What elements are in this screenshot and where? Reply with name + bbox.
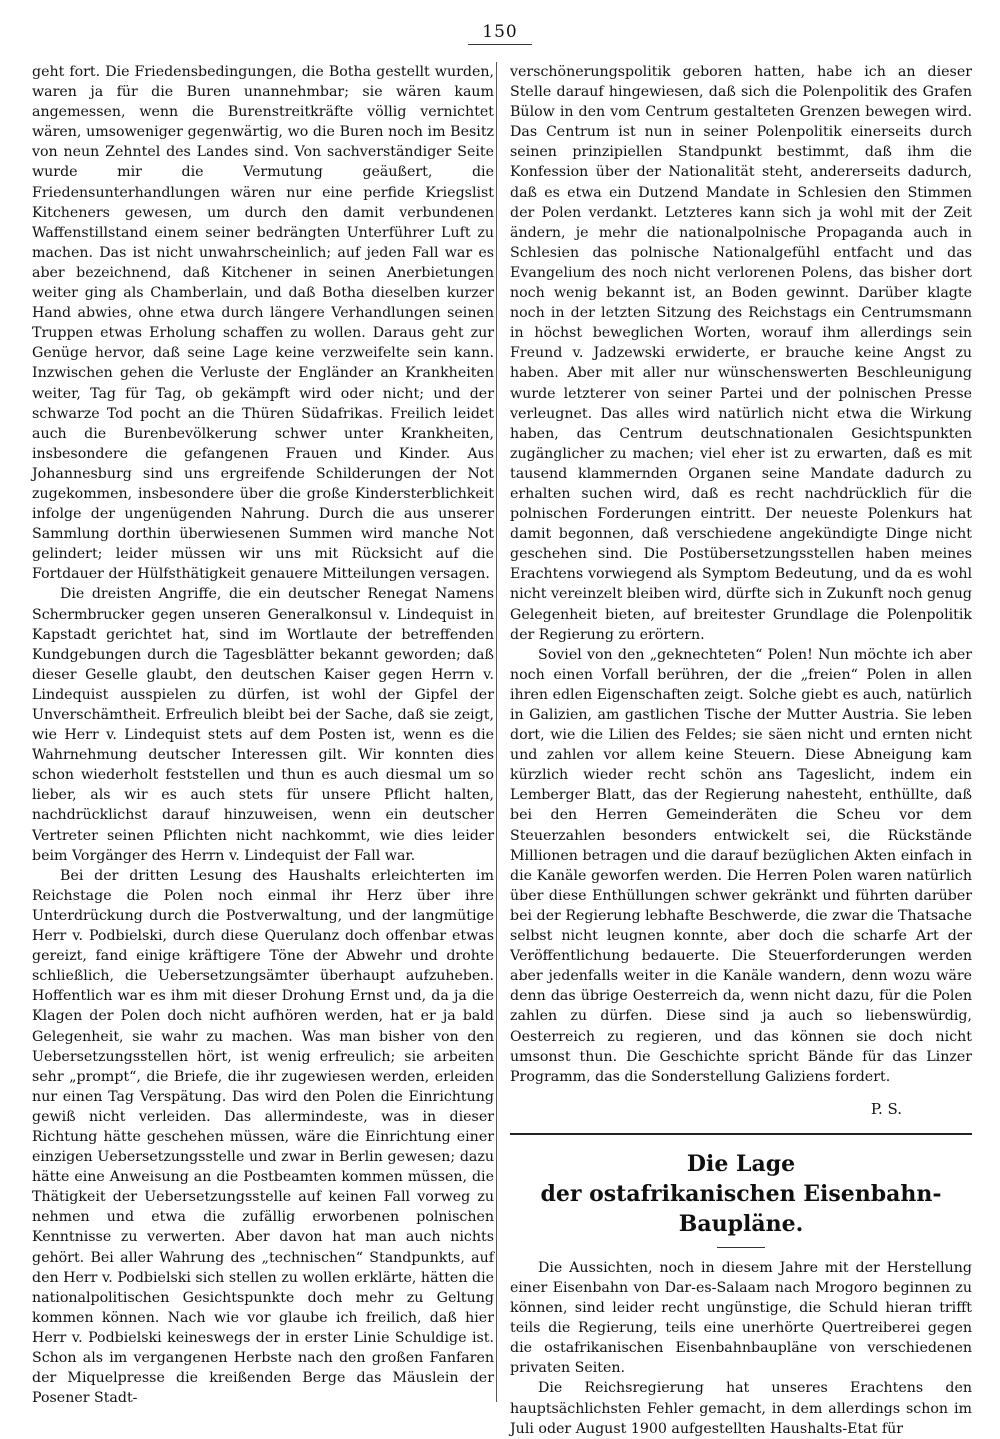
left-paragraph-1: geht fort. Die Friedensbedingungen, die Botha gestellt wurden, waren ja für die Buren unannehmbar; sie wären kaum angemessen, wenn die Burenstreitkräfte völlig vernichtet wären, umsoweniger gegenwärtig, wo die Buren noch im Besitz von neun Zehntel des Landes sind. Von sachverständiger Seite wurde mir die Vermutung geäußert, die Friedensunterhandlungen wären nur eine perfide Kriegslist Kitcheners gewesen, um durch den damit verbundenen Waffenstillstand einem seiner bedrängten Unterführer Luft zu machen. Das ist nicht unwahrscheinlich; auf jeden Fall war es aber bezeichnend, daß Kitchener in seinen Anerbietungen weiter ging als Chamberlain, und daß Botha dieselben kurzer Hand abwies, ohne etwa durch längere Verhandlungen seinen Truppen etwas Erholung schaffen zu wollen. Daraus geht zur Genüge hervor, daß seine Lage keine verzweifelte sein kann. Inzwischen gehen die Verluste der Engländer an Krankheiten weiter, Tag für Tag, ob gekämpft wird oder nicht; und der schwarze Tod pocht an die Thüren Südafrikas. Freilich leidet auch die Burenbevölkerung schwer unter Krankheiten, insbesondere die gefangenen Frauen und Kinder. Aus Johannesburg sind uns ergreifende Schilderungen der Not zugekommen, insbesondere über die große Kindersterblichkeit infolge der ungenügenden Nahrung. Durch die aus unserer Sammlung dorthin überwiesenen Summen wird manche Not gelindert; leider müssen wir uns mit Rücksicht auf die Fortdauer der Hülfsthätigkeit genauere Mitteilungen versagen. <box>32 64 494 583</box>
section-divider <box>510 1133 972 1135</box>
headline-rule <box>717 1247 765 1248</box>
page-number-rule <box>468 44 532 45</box>
article-headline-line-1: Die Lage <box>686 1150 796 1177</box>
article-paragraph-2: Die Reichsregierung hat unseres Erachtens den hauptsächlichsten Fehler gemacht, in dem allerdings schon im Juli oder August 1900 aufgestellten Haushalts-Etat für <box>510 1380 972 1437</box>
author-signature: P. S. <box>870 1099 902 1118</box>
article-paragraph-1: Die Aussichten, noch in diesem Jahre mit der Herstellung einer Eisenbahn von Dar-es-Salaam nach Mrogoro beginnen zu können, sind leider recht ungünstige, die Schuld hieran trifft teils die Regierung, teils eine unerhörte Quertreiberei gegen die ostafrikanischen Eisenbahnbaupläne von verschiedenen privaten Seiten. <box>510 1259 972 1377</box>
left-paragraph-2: Die dreisten Angriffe, die ein deutscher Renegat Namens Schermbrucker gegen unseren Generalkonsul v. Lindequist in Kapstadt gerichtet hat, sind im Wortlaute der betreffenden Kundgebungen durch die Tagesblätter bekannt geworden; daß dieser Geselle glaubt, den deutschen Kaiser gegen Herrn v. Lindequist ausspielen zu dürfen, ist wohl der Gipfel der Unverschämtheit. Erfreulich bleibt bei der Sache, daß sie zeigt, wie Herr v. Lindequist stets auf dem Posten ist, wenn es die Wahrnehmung deutscher Interessen gilt. Wir konnten dies schon wiederholt feststellen und thun es auch diesmal um so lieber, als wir es auch stets für unsere Pflicht halten, nachdrücklichst darauf hinzuweisen, wenn ein deutscher Vertreter seinen Pflichten nicht nachkommt, wie dies leider beim Vorgänger des Herrn v. Lindequist der Fall war. <box>32 586 494 864</box>
left-column <box>32 62 494 1408</box>
left-paragraph-3: Bei der dritten Lesung des Haushalts erleichterten im Reichstage die Polen noch einmal ihr Herz über ihre Unterdrückung durch die Postverwaltung, und der langmütige Herr v. Podbielski, durch diese Querulanz doch offenbar etwas gereizt, fand einige kräftigere Töne der Abwehr und drohte schließlich, die Uebersetzungsämter überhaupt aufzuheben. Hoffentlich war es ihm mit dieser Drohung Ernst und, da ja die Klagen der Polen doch nicht aufhören werden, hat er ja bald Gelegenheit, sie wahr zu machen. Was man bisher von den Uebersetzungsstellen hört, ist wenig erfreulich; sie arbeiten sehr „prompt“, die Briefe, die ihr zugewiesen werden, erleiden nur einen Tag Verspätung. Das wird den Polen die Einrichtung gewiß nicht verleiden. Das allermindeste, was in dieser Richtung hätte geschehen müssen, wäre die Einrichtung einer einzigen Uebersetzungsstelle und zwar in Berlin gewesen; dazu hätte eine Anweisung an die Postbeamten kommen müssen, die Thätigkeit der Uebersetzungsstelle auf keinen Fall vorweg zu nehmen und etwa die zufällig erworbenen polnischen Kenntnisse zu verwerten. Aber davon hat man auch nichts gehört. Bei aller Wahrung des „technischen“ Standpunkts, auf den Herr v. Podbielski sich stellen zu wollen erklärte, hätten die nationalpolitischen Gesichtspunkte doch mehr zu Geltung kommen können. Nach wie vor glaube ich freilich, daß hier Herr v. Podbielski keineswegs der in erster Linie Schuldige ist. Schon als im vergangenen Herbste nach den großen Fanfaren der Miquelpresse die kreißenden Berge das Mäuslein der Posener Stadt- <box>32 867 494 1407</box>
right-paragraph-1: verschönerungspolitik geboren hatten, habe ich an dieser Stelle darauf hingewiesen, daß sich die Polenpolitik des Grafen Bülow in den vom Centrum gestalteten Grenzen bewegen wird. Das Centrum ist nun in seiner Polenpolitik einerseits durch seinen prinzipiellen Standpunkt bestimmt, daß ihm die Konfession über der Nationalität steht, andererseits dadurch, daß es etwa ein Dutzend Mandate in Schlesien den Stimmen der Polen verdankt. Letzteres kann sich ja wohl mit der Zeit ändern, je mehr die nationalpolnische Propaganda auch in Schlesien das polnische Nationalgefühl entfacht und das Evangelium des noch nicht verlorenen Polens, das bisher dort noch wenig bekannt ist, an Boden gewinnt. Darüber klagte noch in der letzten Sitzung des Reichstags ein Centrumsmann in höchst beweglichen Worten, worauf ihm allerdings sein Freund v. Jadzewski erwiderte, er brauche keine Angst zu haben. Aber mit aller nur wünschenswerten Beschleunigung wurde letzterer von seiner Partei und der polnischen Presse verleugnet. Das alles wird natürlich nicht etwa die Wirkung haben, das Centrum deutschnationalen Gesichtspunkten zugänglicher zu machen; viel eher ist zu erwarten, daß es mit tausend klammernden Organen seine Mandate dadurch zu erhalten suchen wird, daß es recht nachdrücklich für die polnischen Forderungen eintritt. Der neueste Polenkurs hat damit begonnen, daß verschiedene angekündigte Dinge nicht geschehen sind. Die Postübersetzungsstellen haben meines Erachtens vorwiegend als Symptom Bedeutung, und da es wohl nicht vereinzelt bleiben wird, dürfte sich in Zukunft noch genug Gelegenheit bieten, auf breitester Grundlage die Polenpolitik der Regierung zu erörtern. <box>510 64 972 643</box>
column-divider <box>496 62 497 1402</box>
article-headline-line-2: der ostafrikanischen Eisenbahn-Baupläne. <box>540 1180 942 1237</box>
article-headline <box>510 1149 972 1239</box>
right-paragraph-2: Soviel von den „geknechteten“ Polen! Nun möchte ich aber noch einen Vorfall berühren, der die „freien“ Polen in allen ihren edlen Eigenschaften zeigt. Solche giebt es auch, natürlich in Galizien, am gastlichen Tische der Mutter Austria. Sie leben dort, wie die Lilien des Feldes; sie säen nicht und ernten nicht und zahlen vor allem keine Steuern. Diese Abneigung kam kürzlich wieder recht schön ans Tageslicht, indem ein Lemberger Blatt, das der Regierung nahesteht, enthüllte, daß bei den Herren Gemeinderäten die Scheu vor dem Steuerzahlen besonders entwickelt sei, die Rückstände Millionen betragen und die darauf bezüglichen Akten einfach in die Kanäle geworfen werden. Die Herren Polen waren natürlich über diese Enthüllungen schwer gekränkt und führten darüber bei der Regierung lebhafte Beschwerde, die zwar die Thatsache selbst nicht leugnen konnte, aber doch die scharfe Art der Veröffentlichung bedauerte. Die Steuerforderungen werden aber jedenfalls weiter in die Kanäle wandern, denn wozu wäre denn das übrige Oesterreich da, wenn nicht dazu, für die Polen zahlen zu dürfen. Diese sind ja auch so liebenswürdig, Oesterreich zu regieren, und das können sie doch nicht umsonst thun. Die Geschichte spricht Bände für das Linzer Programm, das die Sonderstellung Galiziens fordert. <box>510 646 972 1085</box>
page-number: 150 <box>482 22 518 42</box>
right-column <box>510 62 972 1439</box>
